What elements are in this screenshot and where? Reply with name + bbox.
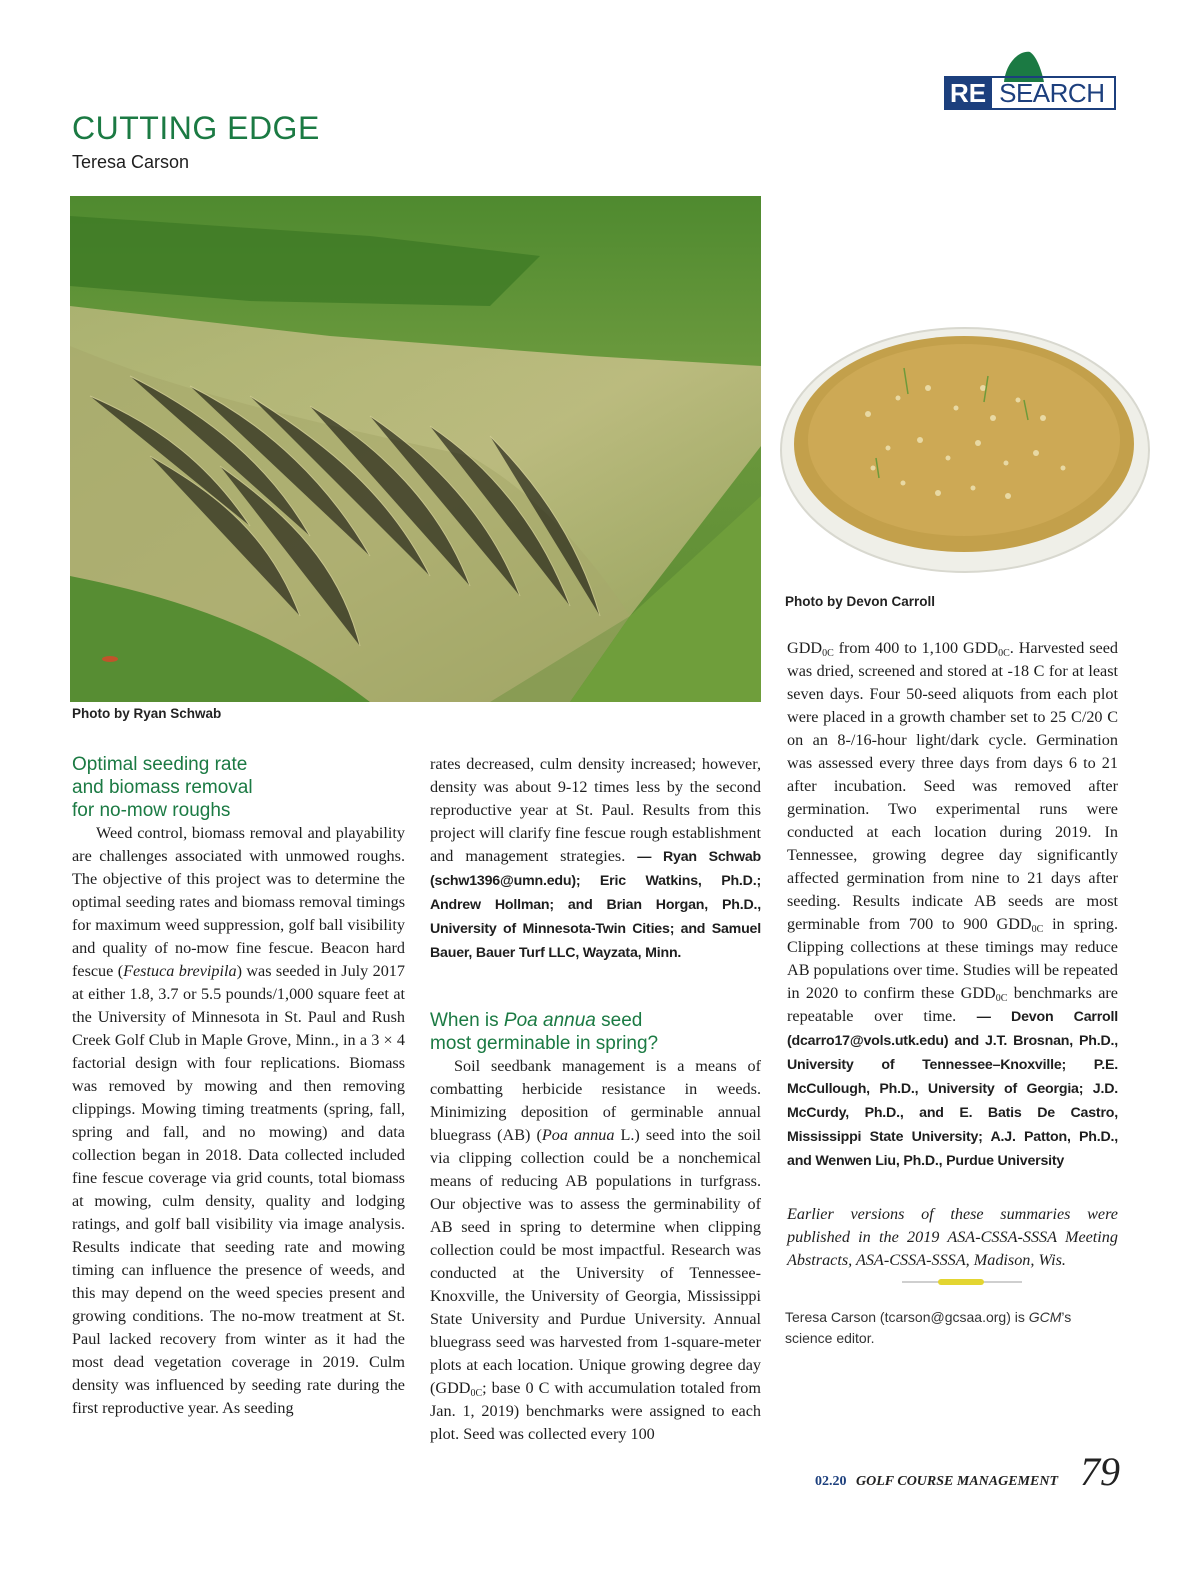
article2-heading-species: Poa annua <box>503 1010 596 1031</box>
column2 <box>430 753 761 1446</box>
article1-heading-line2: and biomass removal <box>72 777 253 798</box>
article1-signature: — Ryan Schwab (schw1396@umn.edu); Eric Watkins, Ph.D.; Andrew Hollman; and Brian Horgan, Ph.D., University of Minnesota-Twin Cities; and Samuel Bauer, Bauer Turf LLC, Wayzata, Minn. <box>430 849 762 961</box>
author-name: Teresa Carson <box>72 152 190 172</box>
article2-paragraph-continued: $GDD_{0C}$ from 400 to 1,100 $GDD_{0C}$. Harvested seed was dried, screened and stored at -18 C for at least seven days. Four 50-seed aliquots from each plot were placed in a growth chamber set to 25 C/20 C on an 8-/16-hour light/dark cycle. Germination was assessed every three days from days 6 to 21 after incubation. Seed was removed after germination. Two experimental runs were conducted at each location during 2019. In Tennessee, growing degree day significantly affected germination from nine to 21 days after seeding. Results indicate AB seeds are most germinable from 700 to 900 $GDD_{0C}$ in spring. Clipping collections at these timings may reduce AB populations over time. Studies will be repeated in 2020 to confirm these $GDD_{0C}$ benchmarks are repeatable over time. — Devon Carroll (dcarro17@vols.utk.edu) and J.T. Brosnan, Ph.D., University of Tennessee–Knoxville; P.E. McCullough, Ph.D., University of Georgia; J.D. McCurdy, Ph.D., and E. Batis De Castro, Mississippi State University; A.J. Patton, Ph.D., and Wenwen Liu, Ph.D., Purdue University <box>787 639 1118 1169</box>
research-logo <box>944 76 1116 110</box>
article1-paragraph: Weed control, biomass removal and playability are challenges associated with unmowed roughs. The objective of this project was to determine the optimal seeding rates and biomass removal timings for maximum weed suppression, golf ball visibility and quality of no-mow fine fescue. Beacon hard fescue (Festuca brevipila) was seeded in July 2017 at either 1.8, 3.7 or 5.5 pounds/1,000 square feet at the University of Minnesota in St. Paul and Rush Creek Golf Club in Maple Grove, Minn., in a 3 × 4 factorial design with four replications. Biomass was removed by mowing and then removing clippings. Mowing timing treatments (spring, fall, spring and fall, and no mowing) and data collection began in 2018. Data collected included fine fescue coverage via grid counts, total biomass at mowing, culm density, quality and lodging ratings, and golf ball visibility via image analysis. Results indicate that seeding rate and mowing timing can influence the presence of weeds, and this may depend on the weed species present and growing conditions. The no-mow treatment at St. Paul lacked recovery from winter as it had the most dead vegetation coverage in 2019. Culm density was influenced by seeding rate during the first reproductive year. As seeding <box>72 824 405 1417</box>
section-title: CUTTING EDGE <box>72 110 320 146</box>
fescue-rough-photo <box>70 196 761 702</box>
festuca-species: Festuca brevipila <box>123 962 237 980</box>
publication-note: Earlier versions of these summaries were published in the 2019 ASA-CSSA-SSSA Meeting Abstracts, ASA-CSSA-SSSA, Madison, Wis. <box>787 1205 1118 1269</box>
article1-paragraph-continued: rates decreased, culm density increased; however, density was about 9-12 times less by the second reproductive year at St. Paul. Results from this project will clarify fine fescue rough establishment and management strategies. — Ryan Schwab (schw1396@umn.edu); Eric Watkins, Ph.D.; Andrew Hollman; and Brian Horgan, Ph.D., University of Minnesota-Twin Cities; and Samuel Bauer, Bauer Turf LLC, Wayzata, Minn. <box>430 755 762 961</box>
footer-issue: 02.20 <box>815 1474 847 1489</box>
article1-heading-line1: Optimal seeding rate <box>72 754 248 775</box>
fescue-photo-credit: Photo by Ryan Schwab <box>72 706 222 721</box>
footer-magazine: GOLF COURSE MANAGEMENT <box>856 1474 1059 1489</box>
article2-heading-line2: most germinable in spring? <box>430 1033 659 1054</box>
article2-signature: — Devon Carroll (dcarro17@vols.utk.edu) and J.T. Brosnan, Ph.D., University of Tennessee–Knoxville; P.E. McCullough, Ph.D., University of Georgia; J.D. McCurdy, Ph.D., and E. Batis De Castro, Mississippi State University; A.J. Patton, Ph.D., and Wenwen Liu, Ph.D., Purdue University <box>787 1009 1118 1169</box>
poa-species: Poa annua <box>541 1126 615 1144</box>
article1-heading <box>72 753 405 822</box>
article1-column1 <box>72 753 405 1420</box>
petri-dish-photo <box>778 318 1152 574</box>
bio-magazine: GCM <box>1028 1309 1062 1325</box>
author-bio: Teresa Carson (tcarson@gcsaa.org) is GCM’s science editor. <box>785 1309 1072 1346</box>
dish-photo-credit: Photo by Devon Carroll <box>785 594 936 609</box>
column3 <box>787 637 1118 1272</box>
article1-heading-line3: for no-mow roughs <box>72 800 231 821</box>
logo-re-text: RE <box>946 78 992 108</box>
page-number: 79 <box>1080 1449 1120 1494</box>
divider-accent <box>938 1279 984 1285</box>
article2-paragraph: Soil seedbank management is a means of combatting herbicide resistance in weeds. Minimizing deposition of germinable annual bluegrass (AB) (Poa annua L.) seed into the soil via clipping collection could be a nonchemical means of reducing AB populations in turfgrass. Our objective was to assess the germinability of AB seed in spring to determine when clipping collection could be most impactful. Research was conducted at the University of Tennessee-Knoxville, the University of Georgia, Mississippi State University and Purdue University. Annual bluegrass seed was harvested from 1-square-meter plots at each location. Unique growing degree day ($GDD_{0C}$; base 0 C with accumulation totaled from Jan. 1, 2019) benchmarks were assigned to each plot. Seed was collected every 100 <box>430 1057 762 1443</box>
logo-search-text: SEARCH <box>992 78 1108 108</box>
article2-heading: When is Poa annua seed most germinable in spring? <box>430 1010 659 1054</box>
